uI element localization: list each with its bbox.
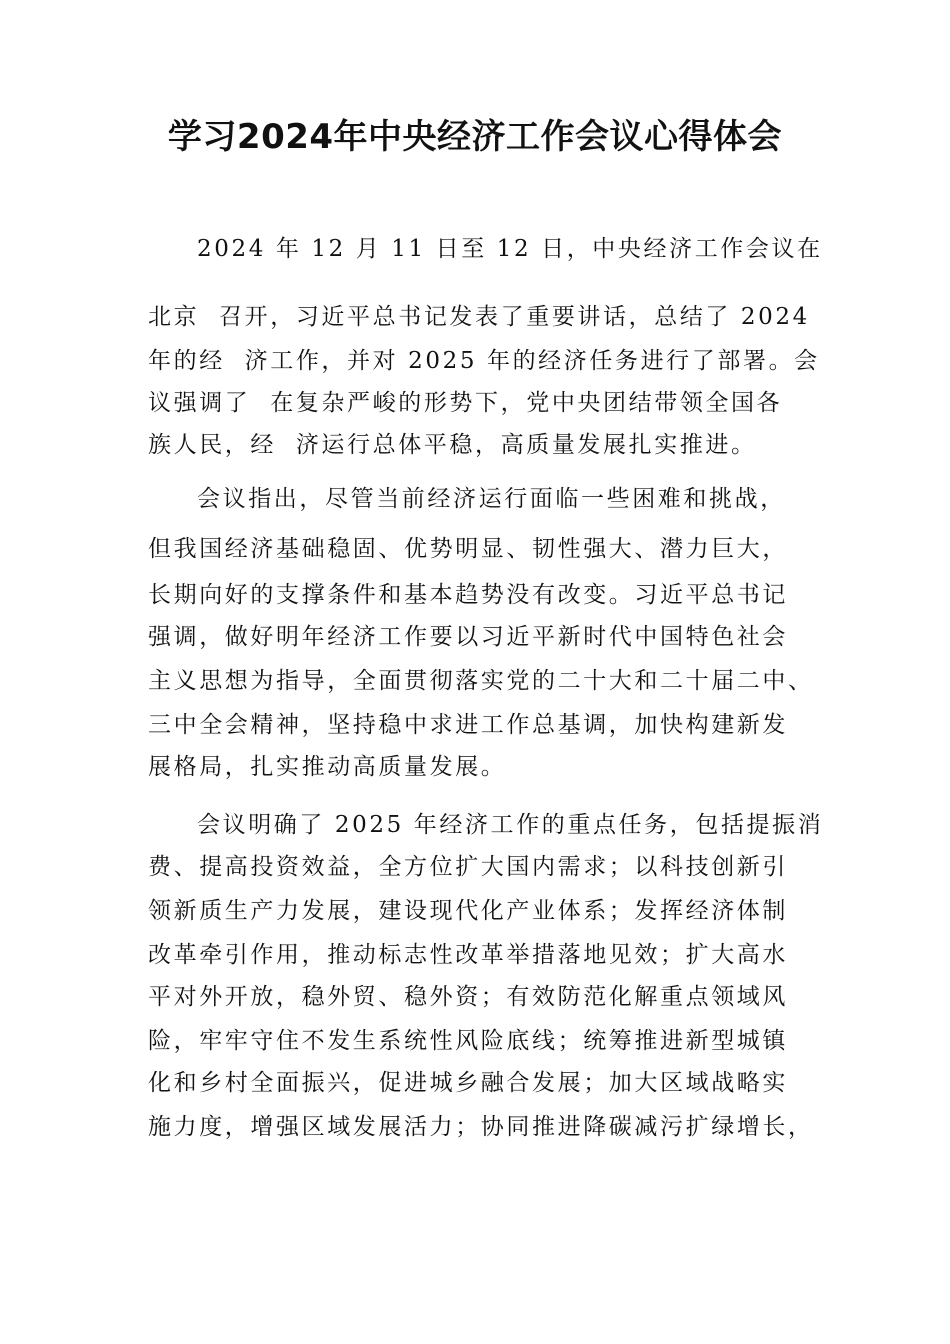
- paragraph-3-line-4: 改革牵引作用，推动标志性改革举措落地见效；扩大高水: [148, 942, 788, 968]
- paragraph-2-line-3: 长期向好的支撑条件和基本趋势没有改变。习近平总书记: [148, 582, 788, 608]
- paragraph-3-line-3: 领新质生产力发展，建设现代化产业体系；发挥经济体制: [148, 898, 788, 924]
- paragraph-3-line-1: 会议明确了 2025 年经济工作的重点任务，包括提振消: [197, 812, 824, 838]
- paragraph-2-line-2: 但我国经济基础稳固、优势明显、韧性强大、潜力巨大，: [148, 536, 788, 562]
- paragraph-1-line-2: 北京 召开，习近平总书记发表了重要讲话，总结了 2024: [148, 304, 810, 330]
- document-title: 学习2024年中央经济工作会议心得体会: [167, 117, 783, 157]
- paragraph-2-line-4: 强调，做好明年经济工作要以习近平新时代中国特色社会: [148, 624, 788, 650]
- paragraph-2-line-6: 三中全会精神，坚持稳中求进工作总基调，加快构建新发: [148, 712, 788, 738]
- paragraph-1-line-1: 2024 年 12 月 11 日至 12 日，中央经济工作会议在: [197, 236, 823, 262]
- paragraph-3-line-5: 平对外开放，稳外贸、稳外资；有效防范化解重点领域风: [148, 984, 788, 1010]
- paragraph-1-line-4: 议强调了 在复杂严峻的形势下，党中央团结带领全国各: [148, 390, 783, 416]
- paragraph-1-line-3: 年的经 济工作，并对 2025 年的经济任务进行了部署。会: [148, 348, 820, 374]
- paragraph-3-line-8: 施力度，增强区域发展活力；协同推进降碳减污扩绿增长，: [148, 1114, 814, 1140]
- paragraph-3-line-7: 化和乡村全面振兴，促进城乡融合发展；加大区域战略实: [148, 1070, 788, 1096]
- paragraph-2-line-1: 会议指出，尽管当前经济运行面临一些困难和挑战，: [197, 486, 786, 512]
- paragraph-3-line-6: 险，牢牢守住不发生系统性风险底线；统筹推进新型城镇: [148, 1028, 788, 1054]
- paragraph-1-line-5: 族人民，经 济运行总体平稳，高质量发展扎实推进。: [148, 432, 757, 458]
- paragraph-3-line-2: 费、提高投资效益，全方位扩大国内需求；以科技创新引: [148, 854, 788, 880]
- paragraph-2-line-7: 展格局，扎实推动高质量发展。: [148, 754, 507, 780]
- paragraph-2-line-5: 主义思想为指导，全面贯彻落实党的二十大和二十届二中、: [148, 668, 814, 694]
